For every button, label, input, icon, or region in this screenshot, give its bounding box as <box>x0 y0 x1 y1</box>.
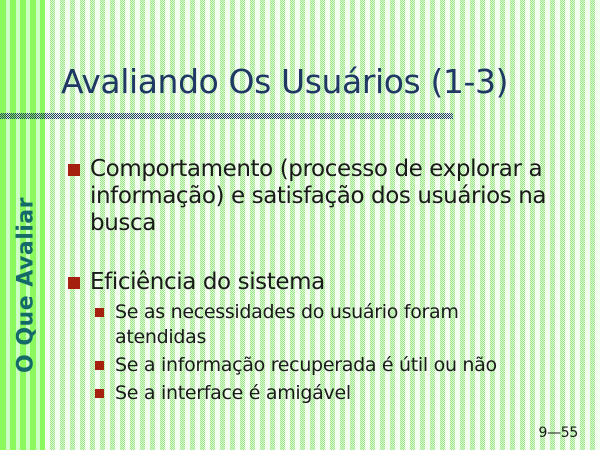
sub-bullet-item-3-text: Se a interface é amigável <box>115 382 351 404</box>
bullet-square-icon <box>68 277 80 289</box>
bullet-item-1-text: Comportamento (processo de explorar a informação) e satisfação dos usuários na busca <box>90 156 547 236</box>
sub-bullet-item-1 <box>95 300 553 350</box>
sub-bullet-list <box>95 300 553 409</box>
title-underline-rule <box>0 113 453 119</box>
sidebar-vertical-label: O Que Avaliar <box>13 196 39 374</box>
sub-bullet-square-icon <box>95 361 104 370</box>
sub-bullet-square-icon <box>95 389 104 398</box>
bullet-item-2 <box>68 269 584 296</box>
bullet-square-icon <box>68 164 80 176</box>
sub-bullet-item-2 <box>95 353 553 378</box>
sub-bullet-item-3 <box>95 381 553 406</box>
sub-bullet-square-icon <box>95 308 104 317</box>
bullet-item-2-text: Eficiência do sistema <box>90 269 325 295</box>
slide-title: Avaliando Os Usuários (1-3) <box>61 62 509 101</box>
sub-bullet-item-1-text: Se as necessidades do usuário foram atendidas <box>115 301 459 348</box>
bullet-item-1 <box>68 156 584 237</box>
page-number: 9—55 <box>538 425 578 441</box>
sub-bullet-item-2-text: Se a informação recuperada é útil ou não <box>115 354 497 376</box>
